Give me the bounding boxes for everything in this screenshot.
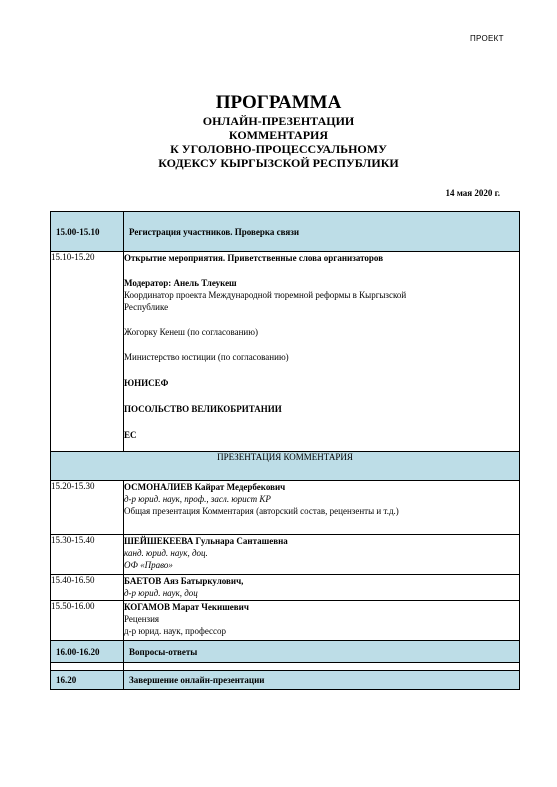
time-cell: 16.20 [51, 671, 124, 690]
speaker-credentials: д-р юрид. наук, профессор [124, 626, 227, 636]
moderator-role-2: Республике [124, 302, 169, 312]
time-cell: 16.00-16.20 [51, 641, 124, 663]
talk-3-cell [124, 575, 520, 601]
program-table [50, 211, 520, 690]
speaker-credentials: д-р юрид. наук, доц [124, 588, 198, 598]
draft-stamp: ПРОЕКТ [470, 34, 504, 43]
moderator-role-1: Координатор проекта Международной тюремной реформы в Кыргызской [124, 290, 407, 300]
subtitle-line-1: ОНЛАЙН-ПРЕЗЕНТАЦИИ [202, 114, 355, 128]
time-cell: 15.00-15.10 [51, 212, 124, 252]
row-spacer [51, 663, 520, 671]
talk-4-cell [124, 601, 520, 641]
talk-topic: Общая презентация Комментария (авторский состав, рецензенты и т.д.) [124, 506, 399, 516]
time-cell: 15.40-16.50 [51, 575, 124, 601]
closing-text: Завершение онлайн-презентации [124, 671, 520, 690]
speaker-organization: ОФ «Право» [124, 560, 173, 570]
speaker-parliament: Жогорку Кенеш (по согласованию) [124, 327, 258, 337]
subtitle-line-4: КОДЕКСУ КЫРГЫЗСКОЙ РЕСПУБЛИКИ [158, 156, 399, 170]
spacer-cell [51, 663, 124, 671]
opening-title: Открытие мероприятия. Приветственные слова организаторов [124, 253, 384, 263]
qa-text: Вопросы-ответы [124, 641, 520, 663]
time-cell: 15.10-15.20 [51, 252, 124, 452]
row-talk-2 [51, 535, 520, 575]
spacer-cell [124, 663, 520, 671]
subtitle-line-2: КОММЕНТАРИЯ [228, 128, 329, 142]
row-talk-4 [51, 601, 520, 641]
speaker-name: КОГАМОВ Марат Чекишевич [124, 602, 249, 612]
row-talk-1 [51, 481, 520, 535]
speaker-credentials: д-р юрид. наук, проф., засл. юрист КР [124, 494, 271, 504]
event-date: 14 мая 2020 г. [445, 188, 500, 198]
talk-2-cell [124, 535, 520, 575]
section-title: ПРЕЗЕНТАЦИЯ КОММЕНТАРИЯ [51, 452, 520, 481]
time-cell: 15.20-15.30 [51, 481, 124, 535]
speaker-name: ШЕЙШЕКЕЕВА Гульнара Санташевна [124, 536, 288, 546]
time-cell: 15.30-15.40 [51, 535, 124, 575]
row-opening [51, 252, 520, 452]
speaker-credentials: канд. юрид. наук, доц. [124, 548, 208, 558]
row-talk-3 [51, 575, 520, 601]
talk-topic: Рецензия [124, 614, 160, 624]
row-registration [51, 212, 520, 252]
row-section [51, 452, 520, 481]
opening-cell [124, 252, 520, 452]
row-closing [51, 671, 520, 690]
speaker-ministry: Министерство юстиции (по согласованию) [124, 352, 289, 362]
registration-text: Регистрация участников. Проверка связи [124, 212, 520, 252]
row-qa [51, 641, 520, 663]
speaker-uk-embassy: ПОСОЛЬСТВО ВЕЛИКОБРИТАНИИ [124, 404, 282, 414]
speaker-eu: ЕС [124, 430, 137, 440]
speaker-unicef: ЮНИСЕФ [124, 378, 169, 388]
speaker-name: ОСМОНАЛИЕВ Кайрат Медербекович [124, 482, 286, 492]
talk-1-cell [124, 481, 520, 535]
time-cell: 15.50-16.00 [51, 601, 124, 641]
page-title: ПРОГРАММА [215, 92, 342, 113]
moderator: Модератор: Анель Тлеукеш [124, 278, 237, 288]
subtitle-line-3: К УГОЛОВНО-ПРОЦЕССУАЛЬНОМУ [170, 142, 387, 156]
title-block [0, 92, 557, 170]
speaker-name: БАЕТОВ Аяз Батыркулович, [124, 576, 244, 586]
